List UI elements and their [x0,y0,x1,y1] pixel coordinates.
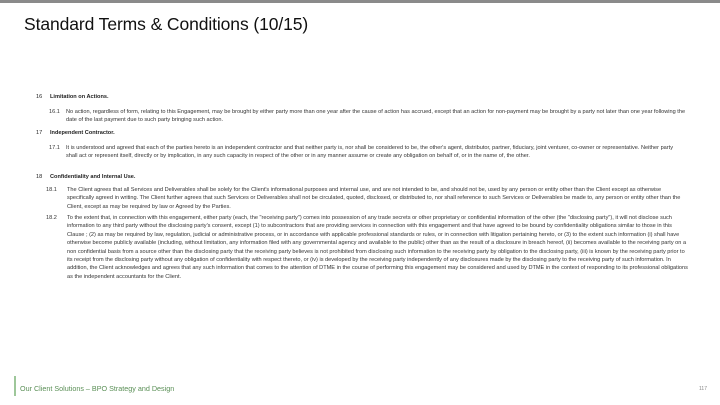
section-number: 18 [36,174,43,180]
section-number: 16 [36,94,43,100]
page-title: Standard Terms & Conditions (10/15) [24,14,309,34]
section-number: 17 [36,130,43,136]
top-rule [0,0,720,3]
clause-number: 17.1 [49,145,60,151]
clause-text: It is understood and agreed that each of the parties hereto is an independent contractor and that neither party is, nor shall be considered to be, the other's agent, distributor, partner, fiduciary, joint venturer, co-owner or representative. Neither party shall act or represent itself, directly or by implication, in any such capacity in respect of the other or in any manner assume or create any obligation on behalf of, or in the name of, the other. [66,145,673,160]
clause-number: 16.1 [49,109,60,115]
page-number: 117 [699,386,707,392]
section-title: Independent Contractor. [50,130,115,136]
footer-accent-bar [14,376,16,396]
section-17-heading [36,129,115,137]
section-title: Limitation on Actions. [50,94,109,100]
clause-number: 18.2 [46,215,57,221]
section-18-heading [36,173,135,181]
clause-text: The Client agrees that all Services and Deliverables shall be solely for the Client's informational purposes and internal use, and are not intended to be, and should not be, used by any person or entity other than the Client except as otherwise specifically agreed in writing. The Client further agrees that such Services or Deliverables shall not be circulated, quoted, disclosed, or distributed to, nor shall reference to such Services or Deliverables be made to, any person or entity other than the Client, except as may be required by law or Agreed by the Parties. [67,187,681,210]
clause-text: To the extent that, in connection with this engagement, either party (each, the "receiving party") comes into possession of any trade secrets or other proprietary or confidential information of the other (the "disclosing party"), it will not disclose such information to any third party without the disclosing party's consent, except (1) to subcontractors that are providing services in connection with this engagement and that have agreed to be bound by confidentiality obligations similar to those in this Clause ; (2) as may be required by law, regulation, judicial or administrative process, or in accordance with applicable professional standards or rules, or in connection with litigation pertaining hereto, or (3) to the extent such information (i) shall have otherwise become publicly available (including, without limitation, any information filed with any governmental agency and available to the public) other than as the result of a disclosure in breach hereof, (ii) becomes available to the receiving party on a non confidential basis from a source other than the disclosing party that the receiving party believes is not prohibited from disclosing such information to the receiving party by obligation to the disclosing party, (iii) is known by the receiving party prior to its receipt from the disclosing party without any obligation of confidentiality with respect thereto, or (iv) is developed by the receiving party independently of any disclosures made by the disclosing party to the receiving party of such information. In addition, the Client acknowledges and agrees that any such information that comes to the attention of DTME in the course of performing this engagement may be considered and used by DTME in the context of responding to its professional obligations as the independent accountants for the Client. [67,215,688,280]
footer-text: Our Client Solutions – BPO Strategy and Design [20,384,175,393]
clause-text: No action, regardless of form, relating to this Engagement, may be brought by either party more than one year after the cause of action has accrued, except that an action for non-payment may be brought by a party not later than one year following the date of the last payment due to such party bringing such action. [66,109,686,124]
section-16-heading [36,93,109,101]
clause-number: 18.1 [46,187,57,193]
section-title: Confidentiality and Internal Use. [50,174,136,180]
